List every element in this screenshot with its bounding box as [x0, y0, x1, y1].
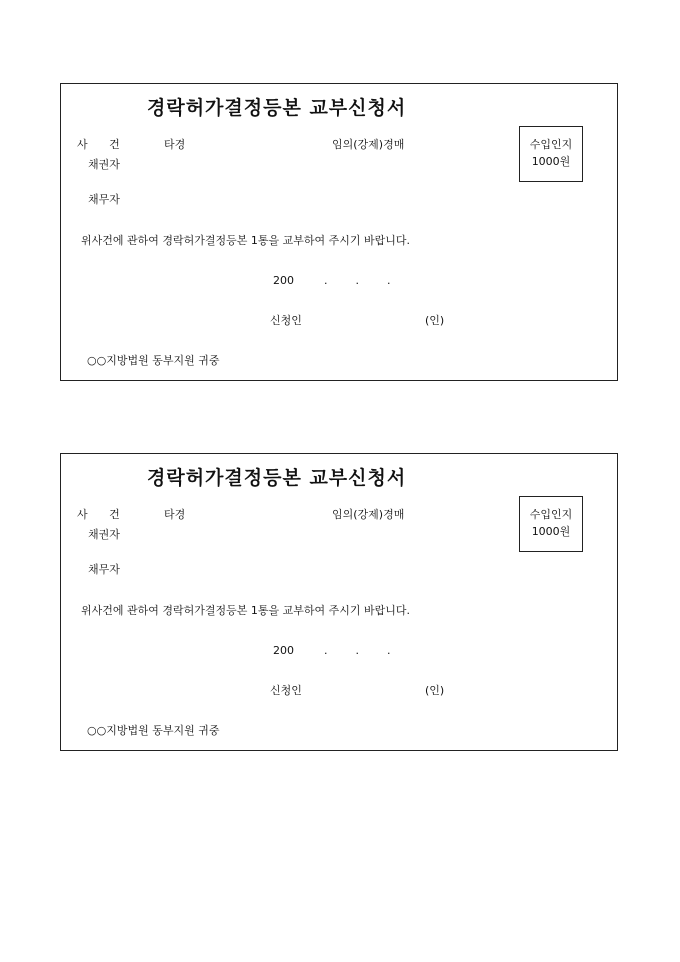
date-separators: . . . [324, 644, 391, 657]
case-label: 사 건 [77, 508, 129, 521]
case-type-label: 타경 [164, 508, 186, 521]
stamp-label: 수입인지 [529, 138, 573, 151]
application-form-1 [60, 83, 618, 381]
case-type-label: 타경 [164, 138, 186, 151]
debtor-label: 채무자 [88, 193, 120, 206]
stamp-amount: 1000원 [531, 525, 571, 538]
seal-label: (인) [425, 314, 445, 327]
date-year: 200 [273, 274, 294, 287]
applicant-label: 신청인 [270, 314, 302, 327]
form-title: 경락허가결정등본 교부신청서 [147, 467, 407, 489]
request-text: 위사건에 관하여 경락허가결정등본 1통을 교부하여 주시기 바랍니다. [81, 604, 411, 617]
case-label: 사 건 [77, 138, 129, 151]
revenue-stamp-box [519, 126, 583, 182]
creditor-label: 채권자 [88, 158, 120, 171]
creditor-label: 채권자 [88, 528, 120, 541]
seal-label: (인) [425, 684, 445, 697]
date-year: 200 [273, 644, 294, 657]
auction-type-label: 임의(강제)경매 [332, 138, 405, 151]
applicant-label: 신청인 [270, 684, 302, 697]
debtor-label: 채무자 [88, 563, 120, 576]
date-separators: . . . [324, 274, 391, 287]
court-addressee: ○○지방법원 동부지원 귀중 [87, 724, 220, 737]
application-form-2 [60, 453, 618, 751]
auction-type-label: 임의(강제)경매 [332, 508, 405, 521]
form-title: 경락허가결정등본 교부신청서 [147, 97, 407, 119]
revenue-stamp-box [519, 496, 583, 552]
request-text: 위사건에 관하여 경락허가결정등본 1통을 교부하여 주시기 바랍니다. [81, 234, 411, 247]
stamp-label: 수입인지 [529, 508, 573, 521]
stamp-amount: 1000원 [531, 155, 571, 168]
court-addressee: ○○지방법원 동부지원 귀중 [87, 354, 220, 367]
